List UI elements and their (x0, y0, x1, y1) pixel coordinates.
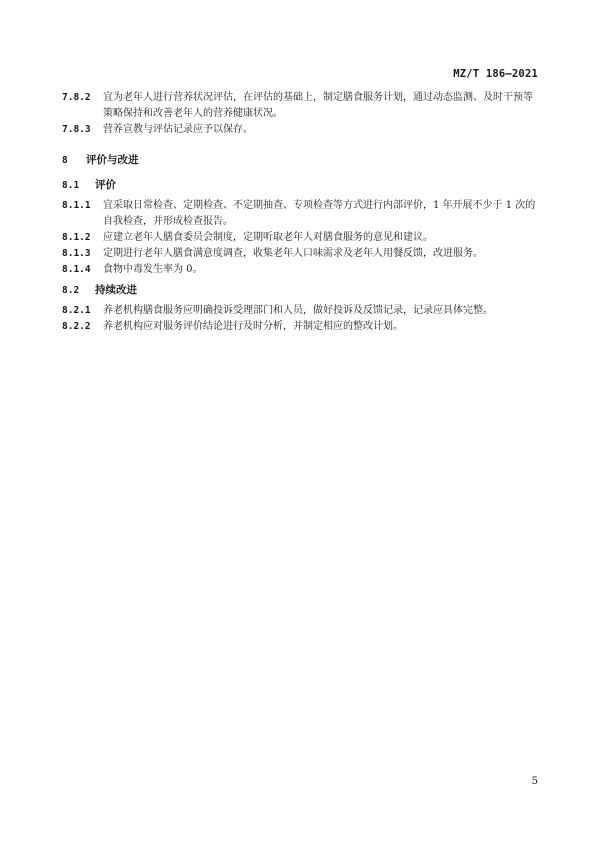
subsection-title: 评价 (95, 179, 116, 191)
clause-number: 7.8.2 (62, 92, 91, 103)
clause-text: 定期进行老年人膳食满意度调查，收集老年人口味需求及老年人用餐反馈，改进服务。 (103, 248, 483, 259)
clause-number: 8.1.4 (62, 264, 91, 275)
clause-8-1-3 (62, 246, 542, 262)
clause-8-2-2 (62, 319, 542, 335)
clause-number: 7.8.3 (62, 124, 91, 135)
clause-text: 养老机构应对服务评价结论进行及时分析，并制定相应的整改计划。 (103, 321, 403, 332)
clause-number: 8.1.2 (62, 232, 91, 243)
section-heading-8 (62, 152, 542, 169)
clause-7-8-2 (62, 90, 542, 122)
clause-8-1-4 (62, 262, 542, 278)
clause-8-2-1 (62, 303, 542, 319)
standard-code: MZ/T 186—2021 (453, 68, 538, 80)
clause-number: 8.2.2 (62, 321, 91, 332)
clause-8-1-1 (62, 198, 542, 230)
clause-number: 8.1.3 (62, 248, 91, 259)
page-number: 5 (531, 776, 538, 787)
clause-text: 应建立老年人膳食委员会制度，定期听取老年人对膳食服务的意见和建议。 (103, 232, 433, 243)
section-title: 评价与改进 (86, 154, 139, 166)
subsection-number: 8.1 (62, 180, 80, 191)
subsection-number: 8.2 (62, 285, 80, 296)
subsection-heading-8-2 (62, 282, 542, 299)
clause-number: 8.2.1 (62, 305, 91, 316)
clause-text: 食物中毒发生率为 0。 (103, 264, 203, 275)
subsection-title: 持续改进 (95, 284, 137, 296)
clause-7-8-3 (62, 122, 542, 138)
document-body (62, 90, 542, 335)
clause-8-1-2 (62, 230, 542, 246)
clause-text: 宜为老年人进行营养状况评估，在评估的基础上，制定膳食服务计划，通过动态监测、及时干预等策略保持和改善老年人的营养健康状况。 (103, 92, 533, 119)
clause-text: 养老机构膳食服务应明确投诉受理部门和人员，做好投诉及反馈记录，记录应具体完整。 (103, 305, 493, 316)
clause-text: 营养宣教与评估记录应予以保存。 (103, 124, 253, 135)
clause-number: 8.1.1 (62, 200, 91, 211)
section-number: 8 (62, 155, 68, 166)
subsection-heading-8-1 (62, 177, 542, 194)
clause-text: 宜采取日常检查、定期检查、不定期抽查、专项检查等方式进行内部评价，1 年开展不少于 1 次的自我检查，并形成检查报告。 (103, 200, 536, 227)
